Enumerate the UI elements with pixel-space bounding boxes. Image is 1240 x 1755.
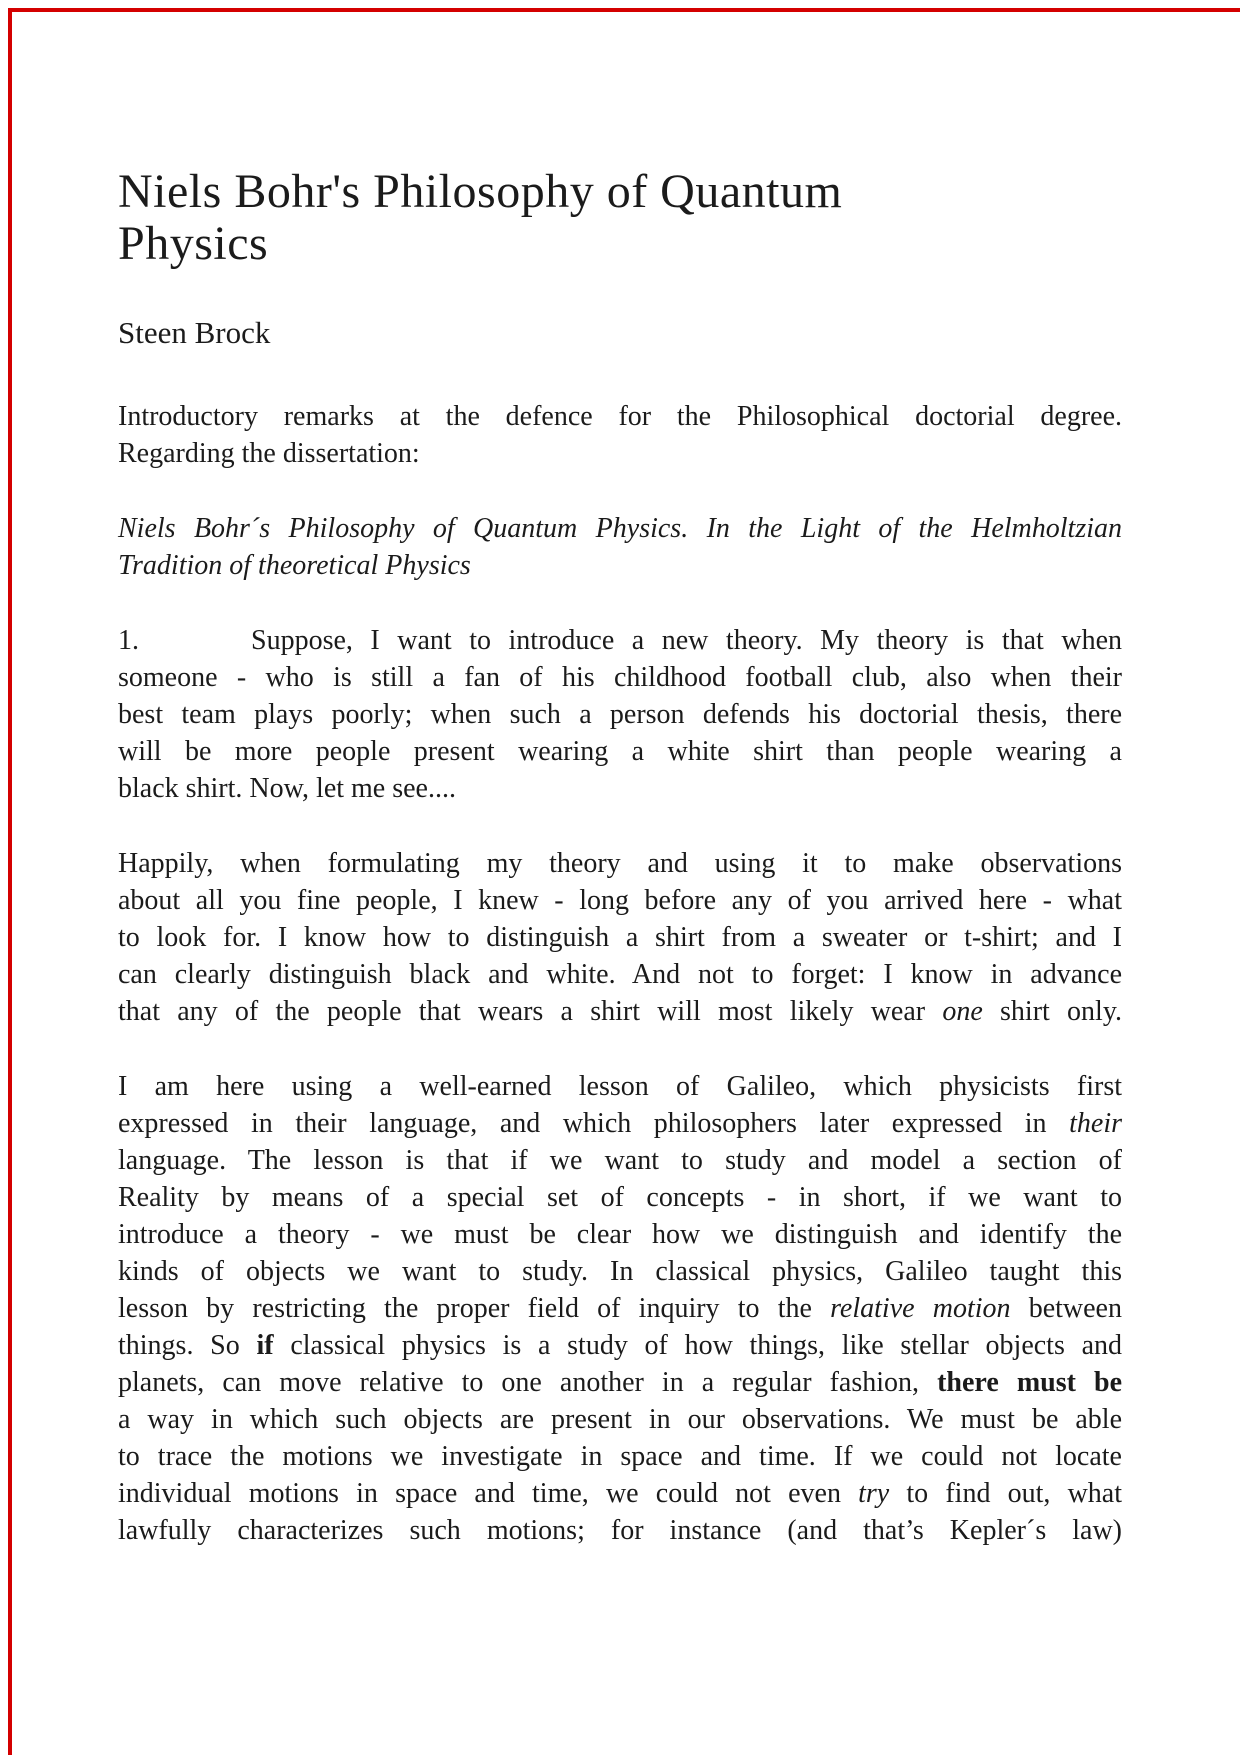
red-border-left-line <box>8 8 12 1755</box>
introductory-remarks-paragraph <box>118 398 1122 472</box>
text-segment: things. So <box>118 1330 257 1361</box>
text-segment: to trace the motions we investigate in space and time. If we could not locate <box>118 1441 1122 1472</box>
title-line: Niels Bohr's Philosophy of Quantum <box>118 165 843 218</box>
title-line: Physics <box>118 217 269 270</box>
text-line <box>118 696 1122 733</box>
text-segment: their <box>1069 1108 1122 1139</box>
text-line <box>118 1438 1122 1475</box>
text-segment: will be more people present wearing a white shirt than people wearing a <box>118 736 1122 767</box>
paragraph-3-galileo <box>118 1068 1122 1549</box>
text-segment: expressed in their language, and which philosophers later expressed in <box>118 1108 1070 1139</box>
text-line <box>118 956 1122 993</box>
text-segment: relative motion <box>830 1293 1011 1324</box>
text-segment: Niels Bohr´s Philosophy of Quantum Physics. In the Light of the Helmholtzian <box>118 513 1122 544</box>
dissertation-title-paragraph <box>118 510 1122 584</box>
text-segment: Introductory remarks at the defence for the Philosophical doctorial degree. <box>118 401 1122 432</box>
paragraph-2-happily <box>118 845 1122 1030</box>
text-segment: Reality by means of a special set of concepts - in short, if we want to <box>118 1182 1122 1213</box>
text-line <box>118 1401 1122 1438</box>
text-line <box>118 1253 1122 1290</box>
text-line <box>118 1290 1122 1327</box>
text-segment: language. The lesson is that if we want to study and model a section of <box>118 1145 1122 1176</box>
text-segment: 1. <box>118 625 139 656</box>
text-segment: that any of the people that wears a shirt will most likely wear <box>118 996 943 1027</box>
text-line <box>118 845 1122 882</box>
text-line <box>118 1068 1122 1105</box>
text-segment: a way in which such objects are present in our observations. We must be able <box>118 1404 1122 1435</box>
text-segment: planets, can move relative to one another in a regular fashion, <box>118 1367 938 1398</box>
text-line <box>118 398 1122 435</box>
text-line <box>118 1179 1122 1216</box>
document-body <box>118 398 1122 1549</box>
text-segment: black shirt. Now, let me see.... <box>118 773 456 804</box>
text-segment: to look for. I know how to distinguish a shirt from a sweater or t-shirt; and I <box>118 922 1122 953</box>
text-line <box>118 547 1122 584</box>
text-segment: kinds of objects we want to study. In classical physics, Galileo taught this <box>118 1256 1122 1287</box>
text-line <box>118 993 1122 1030</box>
text-segment: can clearly distinguish black and white. And not to forget: I know in advance <box>118 959 1122 990</box>
text-segment: Regarding the dissertation: <box>118 438 420 469</box>
text-segment: to find out, what <box>889 1478 1123 1509</box>
text-line <box>118 1364 1122 1401</box>
text-segment: if <box>256 1330 274 1361</box>
text-segment: lawfully characterizes such motions; for instance (and that’s Kepler´s law) <box>118 1515 1122 1546</box>
text-line <box>118 1142 1122 1179</box>
text-segment: Suppose, I want to introduce a new theory. My theory is that when <box>251 625 1122 656</box>
red-border-top-line <box>8 8 1240 12</box>
text-line <box>118 1475 1122 1512</box>
text-segment: try <box>858 1478 890 1509</box>
text-segment: someone - who is still a fan of his childhood football club, also when their <box>118 662 1122 693</box>
text-segment: lesson by restricting the proper field of inquiry to the <box>118 1293 831 1324</box>
text-line <box>118 510 1122 547</box>
text-line <box>118 919 1122 956</box>
text-segment: classical physics is a study of how things, like stellar objects and <box>273 1330 1123 1361</box>
text-line <box>118 882 1122 919</box>
author-name: Steen Brock <box>118 315 271 350</box>
text-segment: Happily, when formulating my theory and using it to make observations <box>118 848 1122 879</box>
text-line <box>118 1216 1122 1253</box>
text-segment: shirt only. <box>982 996 1122 1027</box>
text-segment: individual motions in space and time, we could not even <box>118 1478 859 1509</box>
text-segment: between <box>1010 1293 1122 1324</box>
text-line <box>118 622 1122 659</box>
document-title <box>118 0 1122 270</box>
text-segment: introduce a theory - we must be clear how we distinguish and identify the <box>118 1219 1122 1250</box>
text-line <box>118 435 1122 472</box>
text-segment: there must be <box>937 1367 1122 1398</box>
text-segment: Tradition of theoretical Physics <box>118 550 471 581</box>
text-segment: about all you fine people, I knew - long before any of you arrived here - what <box>118 885 1122 916</box>
text-segment: best team plays poorly; when such a person defends his doctorial thesis, there <box>118 699 1122 730</box>
text-line <box>118 659 1122 696</box>
text-line <box>118 733 1122 770</box>
text-segment: I am here using a well-earned lesson of Galileo, which physicists first <box>118 1071 1122 1102</box>
text-line <box>118 770 1122 807</box>
text-line <box>118 1327 1122 1364</box>
paragraph-1-suppose <box>118 622 1122 807</box>
text-line <box>118 1512 1122 1549</box>
text-segment: one <box>942 996 983 1027</box>
text-line <box>118 1105 1122 1142</box>
